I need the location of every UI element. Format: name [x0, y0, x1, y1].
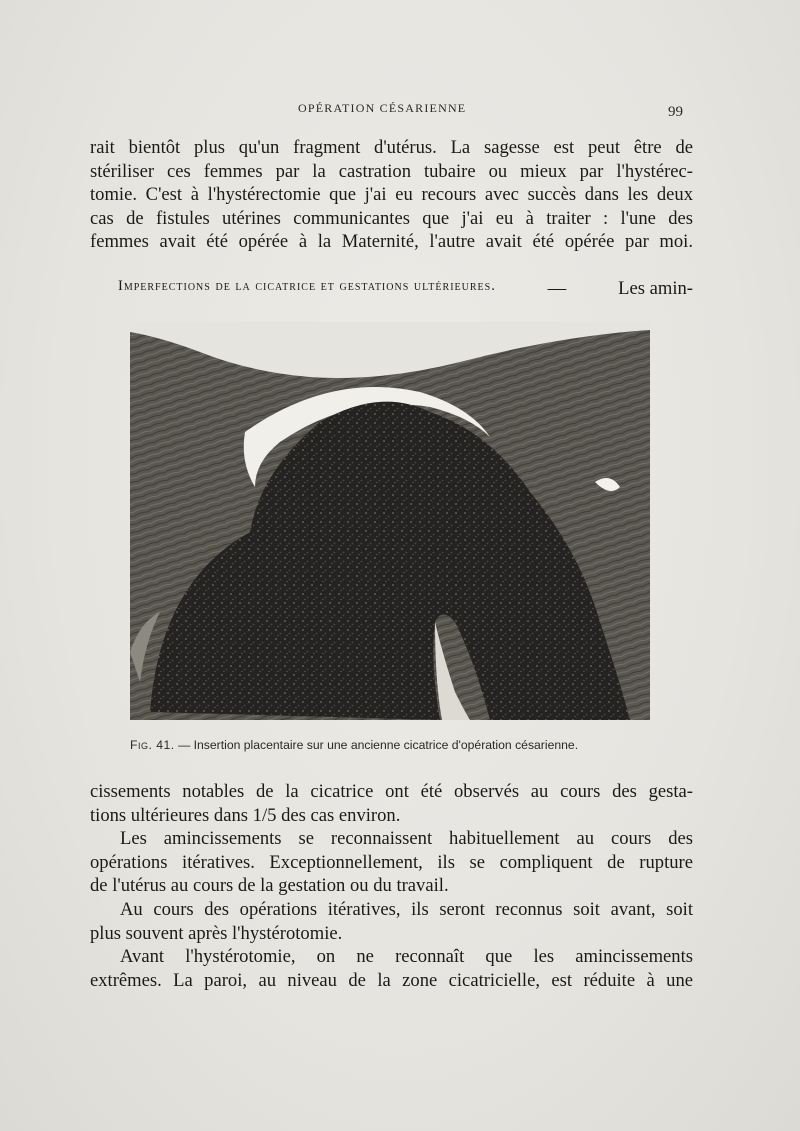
caption-text: Insertion placentaire sur une ancienne cicatrice d'opération césarienne. — [193, 738, 579, 752]
paragraph — [90, 780, 693, 827]
text-line: rait bientôt plus qu'un fragment d'utérus. La sagesse est peut être de — [90, 137, 693, 158]
paragraph — [90, 827, 693, 898]
running-title: OPÉRATION CÉSARIENNE — [298, 101, 467, 115]
text-line: de l'utérus au cours de la gestation ou du travail. — [90, 875, 449, 897]
body-text — [90, 780, 693, 992]
text-line: cissements notables de la cicatrice ont été observés au cours des gesta- — [90, 781, 693, 802]
text-line: tions ultérieures dans 1/5 des cas environ. — [90, 804, 401, 826]
text-line: femmes avait été opérée à la Maternité, l'autre avait été opérée par moi. — [90, 231, 693, 253]
text-line: Avant l'hystérotomie, on ne reconnaît que les amincissements — [120, 946, 693, 968]
histology-image — [130, 322, 650, 720]
section-heading — [118, 278, 693, 300]
text-line: plus souvent après l'hystérotomie. — [90, 922, 343, 944]
text-line: stériliser ces femmes par la castration tubaire ou mieux par l'hystérec- — [90, 160, 693, 182]
figure-caption — [130, 738, 660, 752]
text-line: tomie. C'est à l'hystérectomie que j'ai eu recours avec succès dans les deux — [90, 184, 693, 206]
figure-label: Fig. 41. — [130, 738, 175, 752]
paragraph — [90, 898, 693, 945]
text-line: cas de fistules utérines communicantes que j'ai eu à traiter : l'une des — [90, 207, 693, 229]
paragraph — [90, 945, 693, 992]
caption-dash: — — [178, 738, 191, 752]
section-dash: — — [547, 278, 567, 299]
histology-figure — [130, 322, 650, 720]
page-number: 99 — [668, 104, 683, 120]
text-line: Au cours des opérations itératives, ils seront reconnus soit avant, soit — [120, 898, 693, 920]
text-line: opérations itératives. Exceptionnellement, ils se compliquent de rupture — [90, 851, 693, 873]
section-title: Imperfections de la cicatrice et gestations ultérieures. — [118, 278, 496, 294]
text-line: Les amincissements se reconnaissent habituellement au cours des — [120, 828, 693, 850]
top-paragraph — [90, 136, 693, 254]
text-line: extrêmes. La paroi, au niveau de la zone cicatricielle, est réduite à une — [90, 969, 693, 991]
section-continuation: Les amin- — [618, 278, 693, 299]
